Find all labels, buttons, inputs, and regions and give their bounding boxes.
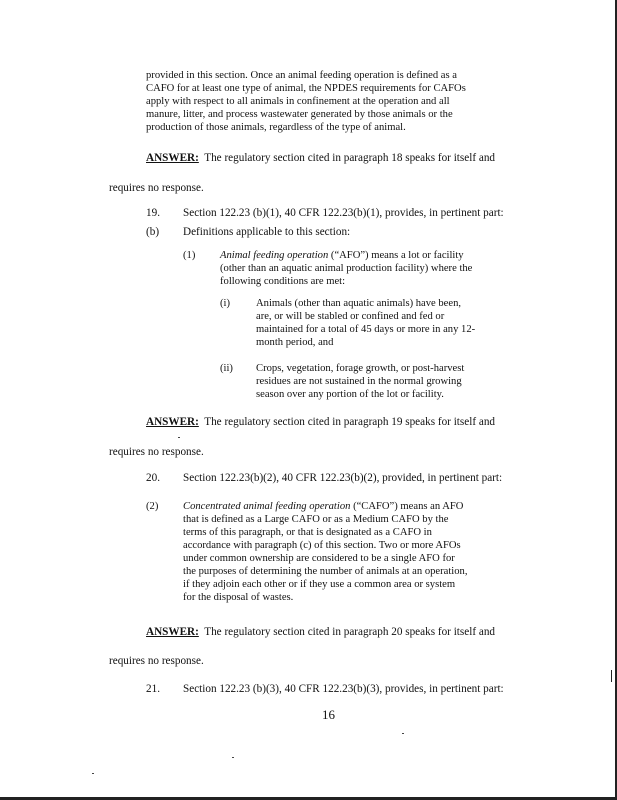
scan-mark (611, 670, 612, 682)
subsection-label: (b) (146, 226, 160, 238)
item-label: (1) (183, 250, 196, 261)
item-line: residues are not sustained in the normal growing (256, 376, 462, 387)
item-line: maintained for a total of 45 days or more in any 12- (256, 324, 476, 335)
item-line: under common ownership are considered to be a single AFO for (183, 553, 455, 564)
answer-label: ANSWER: (146, 626, 199, 638)
item-line: the purposes of determining the number of animals at an operation, (183, 566, 468, 577)
page-number: 16 (322, 707, 335, 722)
item-line: terms of this paragraph, or that is designated as a CAFO in (183, 527, 432, 538)
item-line: Concentrated animal feeding operation (“CAFO”) means an AFO (183, 501, 464, 512)
paragraph-text: Section 122.23 (b)(1), 40 CFR 122.23(b)(1), provides, in pertinent part: (183, 207, 504, 219)
answer-text-cont: requires no response. (109, 446, 204, 458)
item-line: following conditions are met: (220, 276, 346, 287)
subsection-text: Definitions applicable to this section: (183, 226, 351, 238)
item-line: month period, and (256, 337, 334, 348)
scan-speck (178, 437, 180, 438)
item-line: for the disposal of wastes. (183, 592, 294, 603)
quote-line: apply with respect to all animals in confinement at the operation and all (146, 96, 450, 107)
item-line: if they adjoin each other or if they use a common area or system (183, 579, 456, 590)
answer-label: ANSWER: (146, 416, 199, 428)
item-line: Crops, vegetation, forage growth, or post-harvest (256, 363, 465, 374)
paragraph-number: 20. (146, 472, 160, 484)
paragraph-text: Section 122.23(b)(2), 40 CFR 122.23(b)(2), provided, in pertinent part: (183, 472, 503, 484)
defined-term: Animal feeding operation (220, 250, 329, 261)
scan-speck (232, 757, 234, 758)
quote-line: production of those animals, regardless of the type of animal. (146, 122, 406, 133)
answer-text-cont: requires no response. (109, 182, 204, 194)
defined-term: Concentrated animal feeding operation (183, 501, 351, 512)
paragraph-number: 21. (146, 683, 160, 695)
item-line: season over any portion of the lot or facility. (256, 389, 444, 400)
item-line: accordance with paragraph (c) of this section. Two or more AFOs (183, 540, 461, 551)
item-line: are, or will be stabled or confined and fed or (256, 311, 445, 322)
scan-speck (402, 733, 404, 734)
paragraph-text: Section 122.23 (b)(3), 40 CFR 122.23(b)(3), provides, in pertinent part: (183, 683, 504, 695)
quote-line: CAFO for at least one type of animal, the NPDES requirements for CAFOs (146, 83, 466, 94)
answer-text: The regulatory section cited in paragraph 18 speaks for itself and (204, 152, 496, 164)
answer-text-cont: requires no response. (109, 655, 204, 667)
scan-speck (92, 773, 94, 774)
item-label: (ii) (220, 363, 233, 374)
answer-label: ANSWER: (146, 152, 199, 164)
answer-text: The regulatory section cited in paragraph 20 speaks for itself and (204, 626, 496, 638)
quote-line: provided in this section. Once an animal feeding operation is defined as a (146, 70, 457, 81)
item-line: Animals (other than aquatic animals) have been, (256, 298, 462, 309)
paragraph-number: 19. (146, 207, 160, 219)
item-line: that is defined as a Large CAFO or as a Medium CAFO by the (183, 514, 449, 525)
answer-text: The regulatory section cited in paragraph 19 speaks for itself and (204, 416, 496, 428)
item-label: (i) (220, 298, 230, 309)
item-line: Animal feeding operation (“AFO”) means a lot or facility (220, 250, 464, 261)
item-line: (other than an aquatic animal production facility) where the (220, 263, 473, 274)
quote-line: manure, litter, and process wastewater generated by those animals or the (146, 109, 453, 120)
item-label: (2) (146, 501, 159, 512)
